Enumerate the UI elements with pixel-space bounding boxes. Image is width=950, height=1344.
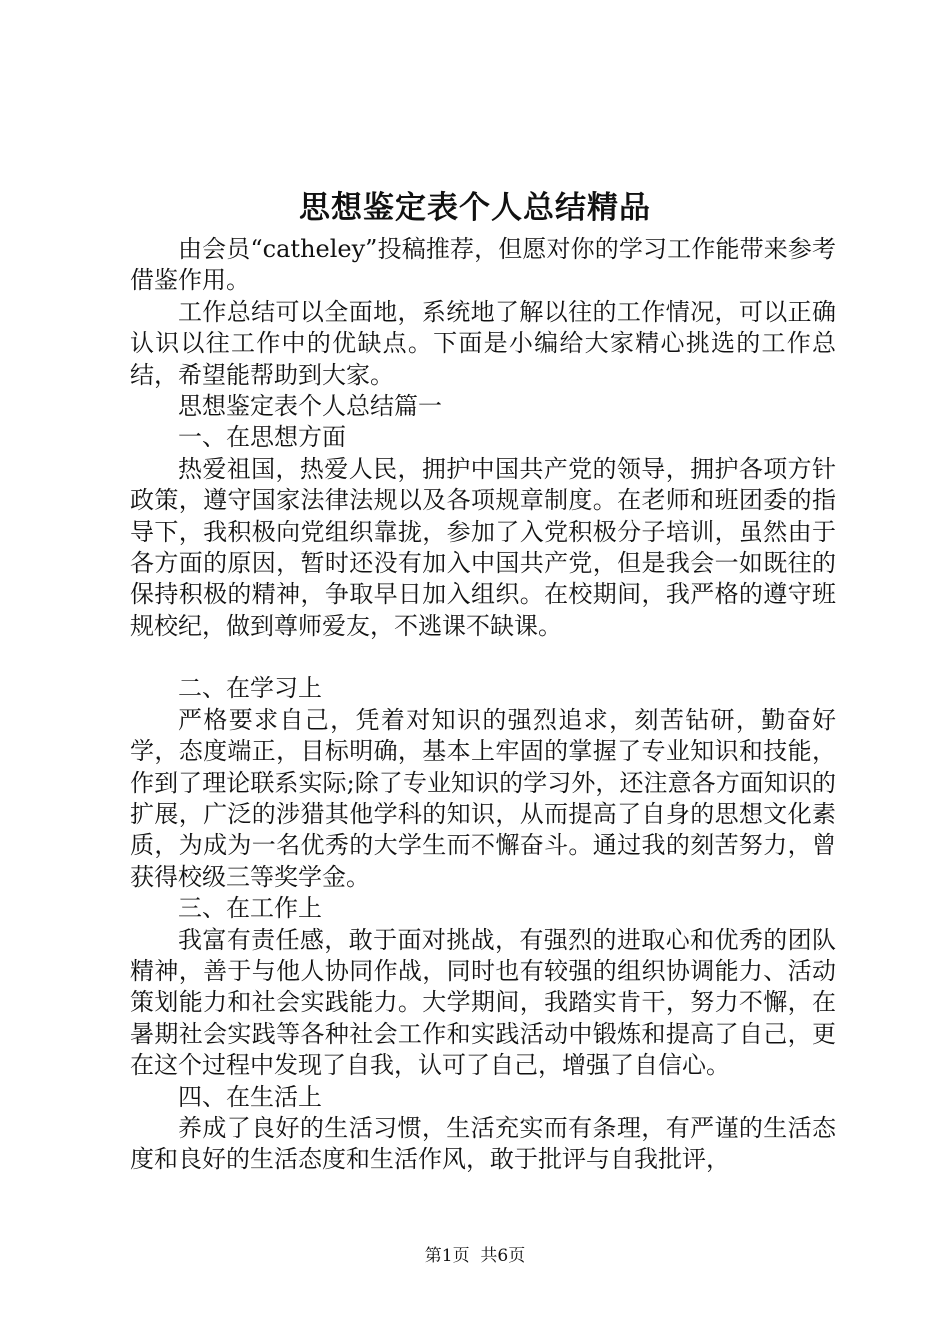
- paragraph-gap: [130, 642, 836, 673]
- section-heading-work: 三、在工作上: [178, 894, 322, 923]
- paragraph-life: 养成了良好的生活习惯，生活充实而有条理，有严谨的生活态度和良好的生活态度和生活作风，敢于批评与自我批评，: [130, 1113, 836, 1174]
- document-body: [130, 234, 836, 1176]
- paragraph-intro: 由会员“catheley”投稿推荐，但愿对你的学习工作能带来参考借鉴作用。: [130, 235, 836, 295]
- paragraph-work: 我富有责任感，敢于面对挑战，有强烈的进取心和优秀的团队精神，善于与他人协同作战，同时也有较强的组织协调能力、活动策划能力和社会实践能力。大学期间，我踏实肯干，努力不懈，在暑期社会实践等各种社会工作和实践活动中锻炼和提高了自己，更在这个过程中发现了自我，认可了自己，增强了自信心。: [130, 925, 836, 1080]
- paragraph-study: 严格要求自己，凭着对知识的强烈追求，刻苦钻研，勤奋好学，态度端正，目标明确，基本上牢固的掌握了专业知识和技能，作到了理论联系实际;除了专业知识的学习外，还注意各方面知识的扩展，广泛的涉猎其他学科的知识，从而提高了自身的思想文化素质，为成为一名优秀的大学生而不懈奋斗。通过我的刻苦努力，曾获得校级三等奖学金。: [130, 705, 836, 891]
- paragraph-summary: 工作总结可以全面地，系统地了解以往的工作情况，可以正确认识以往工作中的优缺点。下面是小编给大家精心挑选的工作总结，希望能帮助到大家。: [130, 297, 836, 389]
- section-heading-part-one: 思想鉴定表个人总结篇一: [178, 392, 442, 421]
- page-number: 第1页: [424, 1246, 470, 1266]
- document-title: 思想鉴定表个人总结精品: [299, 190, 651, 226]
- page-total: 共6页: [480, 1246, 526, 1266]
- section-heading-thought: 一、在思想方面: [178, 423, 346, 452]
- paragraph-thought: 热爱祖国，热爱人民，拥护中国共产党的领导，拥护各项方针政策，遵守国家法律法规以及各项规章制度。在老师和班团委的指导下，我积极向党组织靠拢，参加了入党积极分子培训，虽然由于各方面的原因，暂时还没有加入中国共产党，但是我会一如既往的保持积极的精神，争取早日加入组织。在校期间，我严格的遵守班规校纪，做到尊师爱友，不逃课不缺课。: [130, 454, 836, 640]
- section-heading-life: 四、在生活上: [178, 1082, 322, 1111]
- page-footer: [0, 1244, 950, 1268]
- section-heading-study: 二、在学习上: [178, 674, 322, 703]
